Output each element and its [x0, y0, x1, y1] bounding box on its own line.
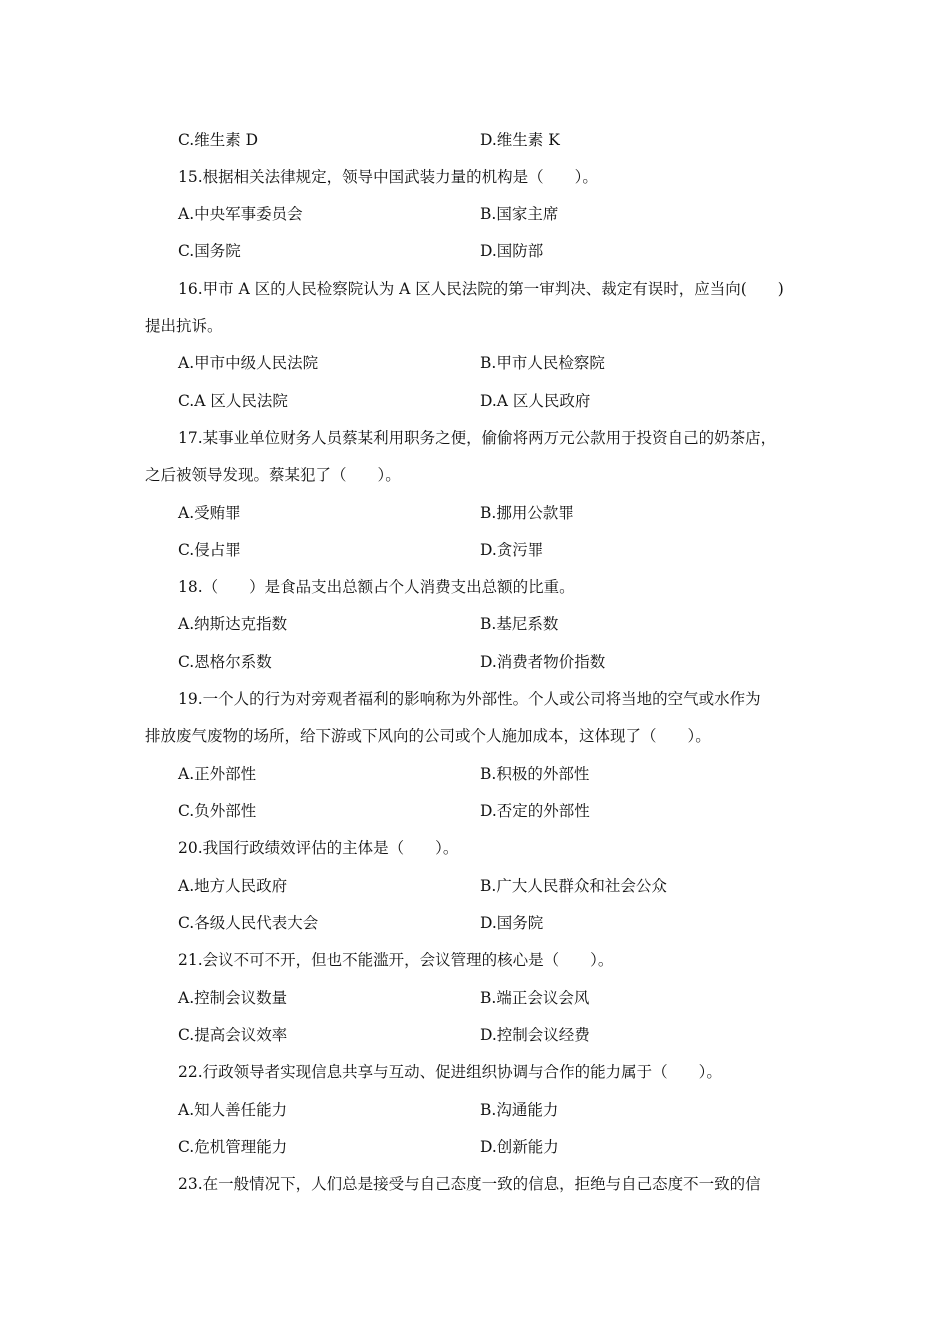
- question-text: 21.会议不可不开，但也不能滥开，会议管理的核心是（ ）。: [178, 951, 614, 969]
- option-text: D.贪污罪: [480, 541, 544, 559]
- option-text: B.广大人民群众和社会公众: [480, 877, 667, 895]
- option-text: A.控制会议数量: [178, 989, 288, 1007]
- option-text: D.否定的外部性: [480, 802, 590, 820]
- option-text: A.知人善任能力: [178, 1101, 288, 1119]
- option-text: D.创新能力: [480, 1138, 559, 1156]
- option-text: B.挪用公款罪: [480, 504, 574, 522]
- option-text: D.维生素 K: [480, 131, 560, 149]
- option-text: B.甲市人民检察院: [480, 354, 605, 372]
- option-text: C.负外部性: [178, 802, 257, 820]
- option-text: C.恩格尔系数: [178, 653, 272, 671]
- option-text: C.提高会议效率: [178, 1026, 288, 1044]
- option-text: C.A 区人民法院: [178, 392, 288, 410]
- option-text: B.国家主席: [480, 205, 559, 223]
- option-text: C.各级人民代表大会: [178, 914, 319, 932]
- question-text-continued: 之后被领导发现。蔡某犯了（ ）。: [145, 466, 401, 484]
- question-text: 22.行政领导者实现信息共享与互动、促进组织协调与合作的能力属于（ ）。: [178, 1063, 722, 1081]
- question-text-continued: 提出抗诉。: [145, 317, 223, 335]
- option-text: B.端正会议会风: [480, 989, 590, 1007]
- option-text: C.维生素 D: [178, 131, 259, 149]
- option-text: A.纳斯达克指数: [178, 615, 288, 633]
- question-text-continued: 排放废气废物的场所，给下游或下风向的公司或个人施加成本，这体现了（ ）。: [145, 727, 711, 745]
- option-text: C.侵占罪: [178, 541, 241, 559]
- question-text: 15.根据相关法律规定，领导中国武装力量的机构是（ ）。: [178, 168, 598, 186]
- option-text: C.危机管理能力: [178, 1138, 288, 1156]
- option-text: D.国防部: [480, 242, 544, 260]
- option-text: A.地方人民政府: [178, 877, 288, 895]
- option-text: B.沟通能力: [480, 1101, 559, 1119]
- option-text: A.甲市中级人民法院: [178, 354, 319, 372]
- option-text: A.正外部性: [178, 765, 257, 783]
- option-text: D.国务院: [480, 914, 544, 932]
- question-text: 19.一个人的行为对旁观者福利的影响称为外部性。个人或公司将当地的空气或水作为: [178, 690, 761, 708]
- question-text: 23.在一般情况下，人们总是接受与自己态度一致的信息，拒绝与自己态度不一致的信: [178, 1175, 761, 1193]
- question-text: 16.甲市 A 区的人民检察院认为 A 区人民法院的第一审判决、裁定有误时，应当向( ): [178, 280, 784, 298]
- option-text: A.受贿罪: [178, 504, 241, 522]
- option-text: D.A 区人民政府: [480, 392, 591, 410]
- question-text: 20.我国行政绩效评估的主体是（ ）。: [178, 839, 459, 857]
- question-text: 18.（ ）是食品支出总额占个人消费支出总额的比重。: [178, 578, 575, 596]
- option-text: A.中央军事委员会: [178, 205, 303, 223]
- option-text: B.积极的外部性: [480, 765, 590, 783]
- option-text: B.基尼系数: [480, 615, 559, 633]
- question-text: 17.某事业单位财务人员蔡某利用职务之便，偷偷将两万元公款用于投资自己的奶茶店，: [178, 429, 777, 447]
- option-text: C.国务院: [178, 242, 241, 260]
- option-text: D.控制会议经费: [480, 1026, 590, 1044]
- option-text: D.消费者物价指数: [480, 653, 606, 671]
